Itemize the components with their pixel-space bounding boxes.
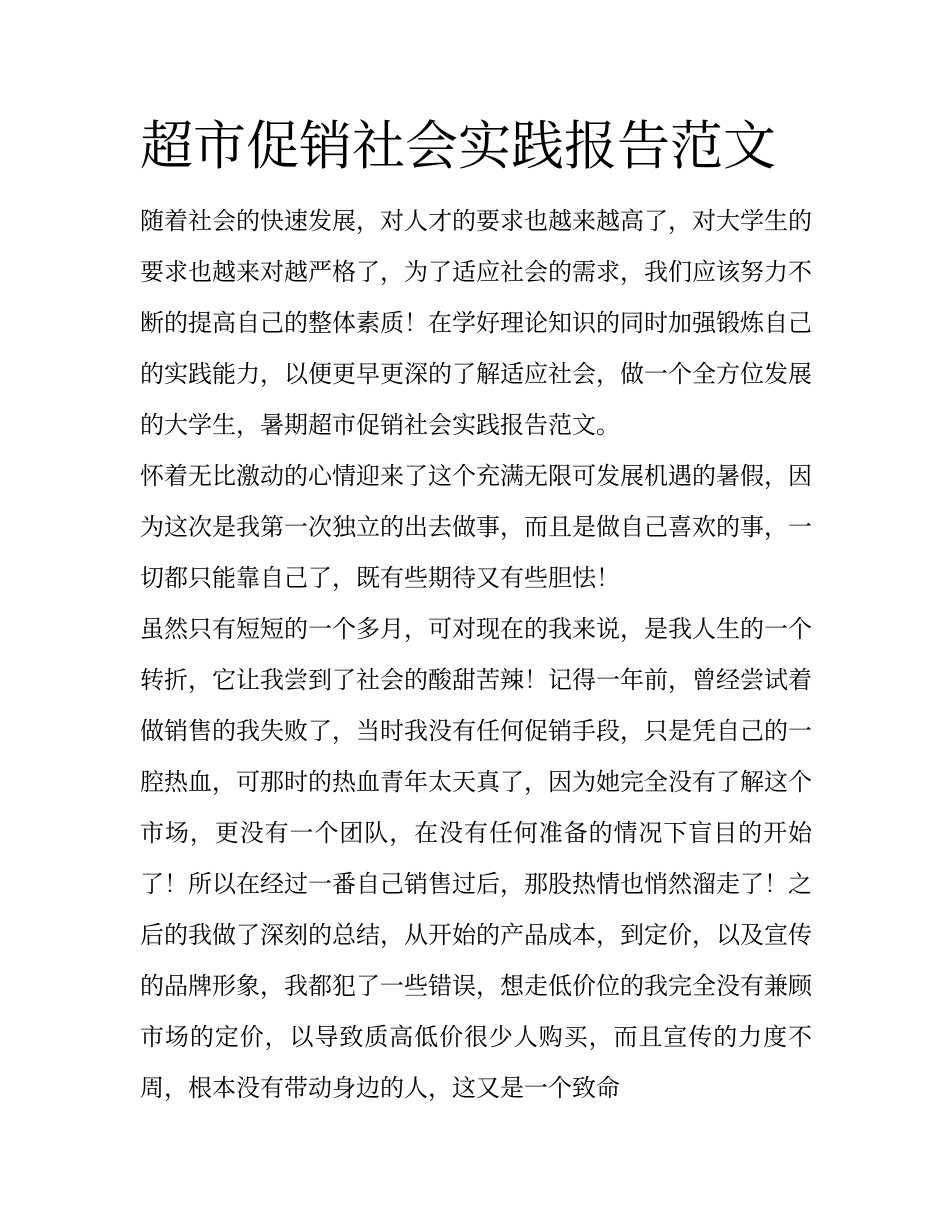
- paragraph-summer-expectation: 怀着无比激动的心情迎来了这个充满无限可发展机遇的暑假，因为这次是我第一次独立的出去做事，而且是做自己喜欢的事，一切都只能靠自己了，既有些期待又有些胆怯！: [140, 462, 812, 592]
- paragraph-introduction: 随着社会的快速发展，对人才的要求也越来越高了，对大学生的要求也越来对越严格了，为了适应社会的需求，我们应该努力不断的提高自己的整体素质！在学好理论知识的同时加强锻炼自己的实践能力，以便更早更深的了解适应社会，做一个全方位发展的大学生，暑期超市促销社会实践报告范文。: [140, 207, 812, 439]
- document-body: [140, 112, 812, 1114]
- paragraph-sales-experience: 虽然只有短短的一个多月，可对现在的我来说，是我人生的一个转折，它让我尝到了社会的酸甜苦辣！记得一年前，曾经尝试着做销售的我失败了，当时我没有任何促销手段，只是凭自己的一腔热血，可那时的热血青年太天真了，因为她完全没有了解这个市场，更没有一个团队，在没有任何准备的情况下盲目的开始了！所以在经过一番自己销售过后，那股热情也悄然溜走了！之后的我做了深刻的总结，从开始的产品成本，到定价，以及宣传的品牌形象，我都犯了一些错误，想走低价位的我完全没有兼顾市场的定价，以导致质高低价很少人购买，而且宣传的力度不周，根本没有带动身边的人，这又是一个致命: [140, 615, 812, 1102]
- document-title: 超市促销社会实践报告范文: [140, 116, 776, 177]
